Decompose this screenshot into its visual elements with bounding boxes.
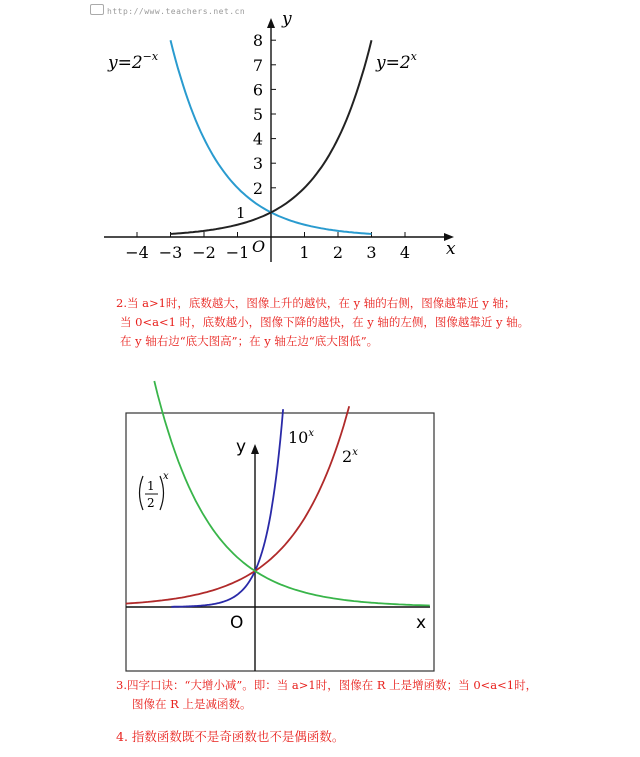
g1-x-tick-label: −2 (192, 243, 216, 262)
g1-intercept: 1 (236, 204, 246, 222)
g1-y-tick-label: 8 (252, 31, 263, 51)
note2-line2: 当 0<a<1 时，底数越小，图像下降的越快，在 y 轴的左侧，图像越靠近 y 轴。 (120, 315, 530, 329)
g1-right-curve-exp: x (410, 50, 417, 63)
watermark-text: http://www.teachers.net.cn (107, 7, 246, 16)
g2-label-half-den: 2 (147, 496, 155, 510)
g1-x-tick-label: 2 (332, 243, 344, 262)
g2-label-10x-exp: x (308, 428, 314, 439)
g1-y-tick-label: 6 (252, 80, 263, 100)
g1-left-curve-label: $y=2^{-x}$ (108, 50, 159, 73)
g1-x-tick-label: −4 (125, 243, 149, 262)
g1-x-tick-label: −3 (158, 243, 183, 262)
g2-label-10x: 10$^x$ (288, 428, 314, 447)
g1-y-tick-label: 5 (252, 105, 263, 124)
g2-curve-half-x (154, 381, 430, 606)
g1-left-curve-exp: −x (142, 50, 159, 63)
graph2-frame (126, 413, 434, 671)
g1-x-label: x (446, 239, 456, 259)
g2-label-2x: 2$^x$ (342, 447, 358, 466)
g1-x-tick-label: 3 (366, 243, 377, 262)
g1-x-tick-label: 1 (299, 243, 310, 262)
g2-origin: O (230, 613, 244, 633)
note3-line1: 3.四字口诀：“大增小减”。即：当 a>1时，图像在 R 上是增函数；当 0<a<1时， (116, 678, 538, 692)
g1-y-label: y (282, 9, 292, 29)
note4-text: 4. 指数函数既不是奇函数也不是偶函数。 (116, 729, 345, 744)
note2-line3: 在 y 轴右边“底大图高”；在 y 轴左边“底大图低”。 (120, 334, 379, 348)
g1-y-tick-label: 4 (252, 129, 263, 149)
g1-y-tick-label: 7 (252, 55, 263, 75)
note3-line2: 图像在 R 上是减函数。 (132, 697, 252, 711)
g1-origin: O (252, 237, 266, 256)
note-4 (116, 727, 344, 746)
g1-y-tick-label: 3 (252, 154, 263, 174)
g2-y-label: y (236, 437, 247, 457)
g2-x-label: x (416, 613, 427, 633)
note-3 (116, 676, 537, 714)
g2-label-half-exp: x (163, 471, 169, 482)
g2-label-half-x (140, 471, 170, 510)
g2-curve-2-x (126, 406, 349, 603)
note-2 (116, 294, 529, 351)
g1-y-arrow (267, 18, 275, 28)
g1-x-tick-label: 4 (399, 243, 411, 262)
g1-x-tick-label: −1 (225, 243, 250, 262)
g1-right-curve-label: $y=2^x$ (376, 50, 417, 73)
g2-label-2x-exp: x (352, 447, 358, 458)
g2-y-arrow (251, 444, 259, 454)
g2-label-half-num: 1 (147, 479, 155, 493)
note2-line1: 2.当 a>1时，底数越大，图像上升的越快，在 y 轴的右侧，图像越靠近 y 轴； (116, 296, 516, 310)
g1-y-tick-label: 2 (252, 178, 263, 198)
